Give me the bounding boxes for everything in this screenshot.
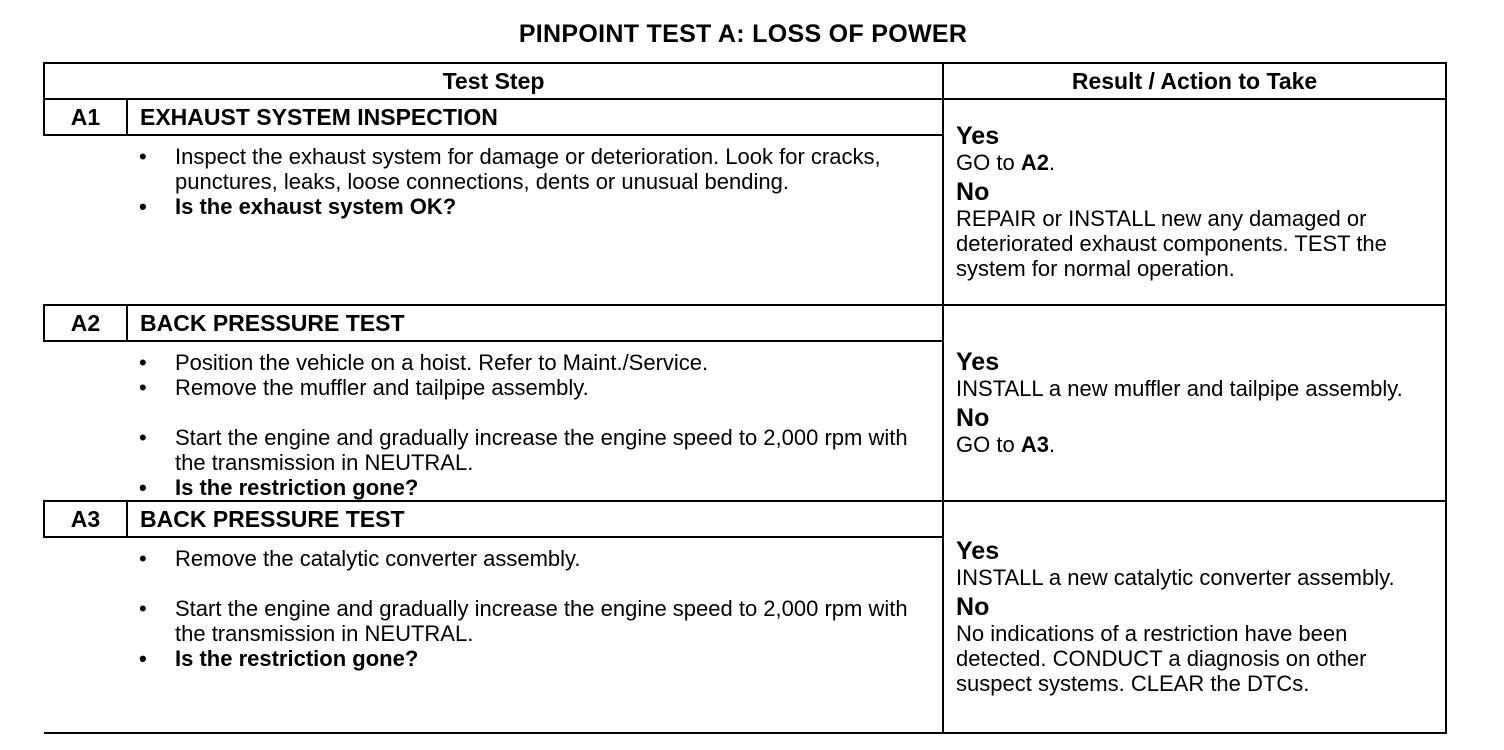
step-body-a2 (44, 341, 943, 501)
result-a2 (943, 305, 1446, 501)
no-label-a1: No (956, 178, 990, 206)
list-item: • Start the engine and gradually increase the engine speed to 2,000 rpm with the transmission in NEUTRAL. (139, 596, 908, 646)
step-heading-a1: EXHAUST SYSTEM INSPECTION (127, 99, 943, 135)
yes-text-a2: INSTALL a new muffler and tailpipe assembly. (956, 376, 1403, 401)
step-body-a1 (44, 135, 943, 305)
list-item: • Is the exhaust system OK? (139, 194, 457, 219)
step-a2-heading-row (44, 305, 1446, 341)
yes-text-a3: INSTALL a new catalytic converter assembly. (956, 565, 1395, 590)
yes-label-a2: Yes (956, 348, 1000, 376)
header-result: Result / Action to Take (943, 63, 1446, 99)
no-label-a3: No (956, 593, 990, 621)
pinpoint-test-table (43, 62, 1447, 734)
header-test-step: Test Step (44, 63, 943, 99)
yes-label-a3: Yes (956, 537, 1000, 565)
result-a3 (943, 501, 1446, 733)
list-item: • Is the restriction gone? (139, 475, 419, 500)
step-code-a2: A2 (44, 305, 127, 341)
step-a1-heading-row (44, 99, 1446, 135)
list-item: • Remove the muffler and tailpipe assembly. (139, 375, 589, 400)
step-heading-a3: BACK PRESSURE TEST (127, 501, 943, 537)
list-item: • Is the restriction gone? (139, 646, 419, 671)
yes-label-a1: Yes (956, 122, 1000, 150)
step-code-a1: A1 (44, 99, 127, 135)
list-item: • Start the engine and gradually increase the engine speed to 2,000 rpm with the transmission in NEUTRAL. (139, 425, 908, 475)
step-body-a3 (44, 537, 943, 733)
result-a1 (943, 99, 1446, 305)
list-item: • Position the vehicle on a hoist. Refer to Maint./Service. (139, 350, 709, 375)
yes-text-a1: GO to A2. (956, 150, 1056, 175)
header-row (44, 63, 1446, 99)
no-label-a2: No (956, 404, 990, 432)
no-text-a1: REPAIR or INSTALL new any damaged or deteriorated exhaust components. TEST the system for normal operation. (956, 206, 1387, 281)
step-a3-heading-row (44, 501, 1446, 537)
no-text-a2: GO to A3. (956, 432, 1056, 457)
step-code-a3: A3 (44, 501, 127, 537)
list-item: • Inspect the exhaust system for damage or deterioration. Look for cracks, punctures, leaks, loose connections, dents or unusual bending. (139, 144, 881, 194)
list-item: • Remove the catalytic converter assembly. (139, 546, 581, 571)
page-title: PINPOINT TEST A: LOSS OF POWER (518, 20, 968, 48)
step-heading-a2: BACK PRESSURE TEST (127, 305, 943, 341)
no-text-a3: No indications of a restriction have been detected. CONDUCT a diagnosis on other suspect systems. CLEAR the DTCs. (956, 621, 1367, 696)
